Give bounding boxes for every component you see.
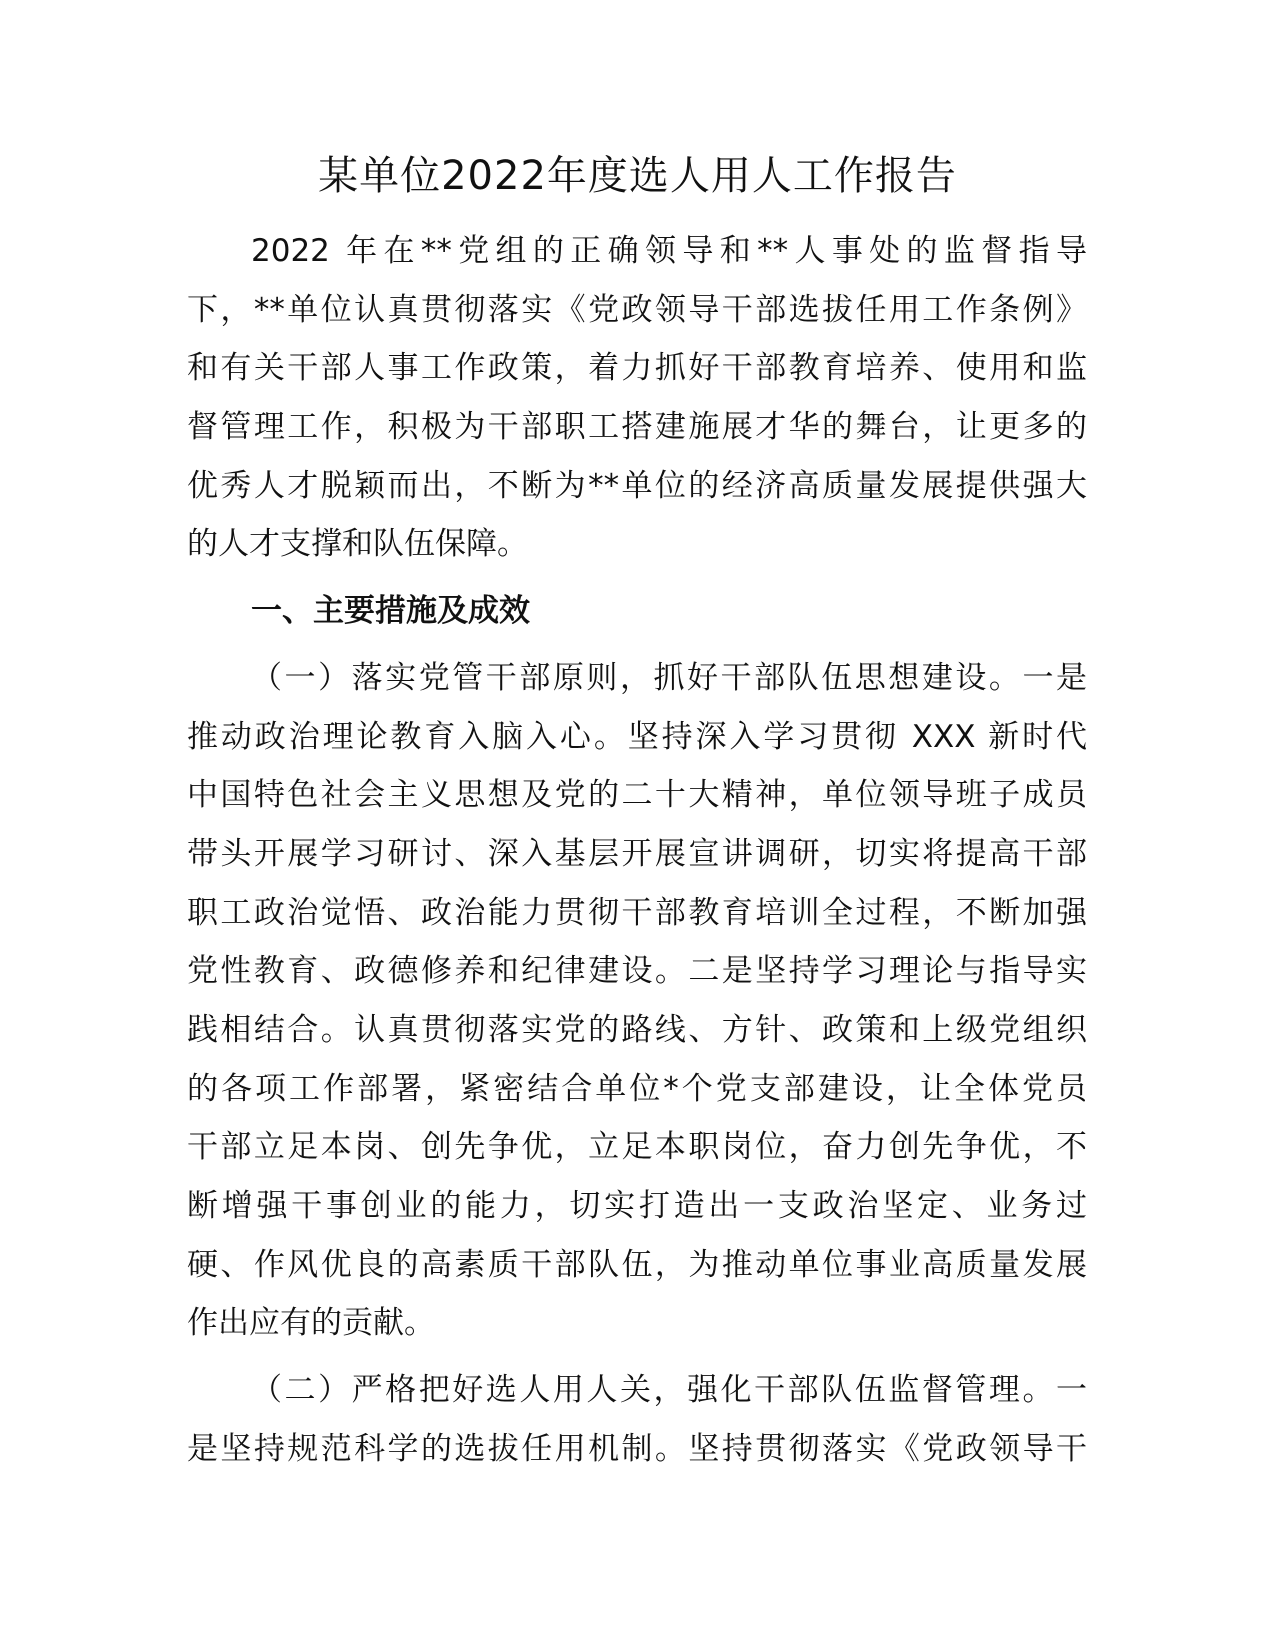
paragraph-line: 践相结合。认真贯彻落实党的路线、方针、政策和上级党组织 [187, 1011, 1087, 1048]
paragraph-line: 中国特色社会主义思想及党的二十大精神，单位领导班子成员 [187, 777, 1087, 814]
paragraph-line: 职工政治觉悟、政治能力贯彻干部教育培训全过程，不断加强 [187, 894, 1087, 931]
paragraph-line: （一）落实党管干部原则，抓好干部队伍思想建设。一是 [251, 659, 1087, 696]
intro-line: 下，**单位认真贯彻落实《党政领导干部选拔任用工作条例》 [187, 291, 1087, 328]
paragraph-line: 推动政治理论教育入脑入心。坚持深入学习贯彻 XXX 新时代 [187, 718, 1087, 755]
intro-line: 督管理工作，积极为干部职工搭建施展才华的舞台，让更多的 [187, 409, 1087, 446]
paragraph-line: 断增强干事创业的能力，切实打造出一支政治坚定、业务过 [187, 1188, 1087, 1224]
intro-line: 和有关干部人事工作政策，着力抓好干部教育培养、使用和监 [187, 350, 1087, 387]
document-title: 某单位2022年度选人用人工作报告 [318, 153, 957, 199]
intro-line: 的人才支撑和队伍保障。 [187, 526, 528, 563]
intro-line: 优秀人才脱颖而出，不断为**单位的经济高质量发展提供强大 [187, 467, 1087, 504]
paragraph-line: 作出应有的贡献。 [187, 1305, 435, 1342]
paragraph-line: 干部立足本岗、创先争优，立足本职岗位，奋力创先争优，不 [187, 1129, 1087, 1166]
paragraph-line: 带头开展学习研讨、深入基层开展宣讲调研，切实将提高干部 [187, 835, 1087, 872]
intro-line: 2022 年在**党组的正确领导和**人事处的监督指导 [251, 233, 1087, 269]
paragraph-line: 党性教育、政德修养和纪律建设。二是坚持学习理论与指导实 [187, 953, 1087, 990]
paragraph-line: 硬、作风优良的高素质干部队伍，为推动单位事业高质量发展 [187, 1246, 1087, 1283]
section-heading: 一、主要措施及成效 [251, 593, 530, 630]
paragraph-line: 的各项工作部署，紧密结合单位*个党支部建设，让全体党员 [187, 1070, 1087, 1107]
document-body [187, 222, 1087, 1478]
paragraph-line: 是坚持规范科学的选拔任用机制。坚持贯彻落实《党政领导干 [187, 1430, 1087, 1467]
paragraph-line: （二）严格把好选人用人关，强化干部队伍监督管理。一 [251, 1372, 1087, 1409]
